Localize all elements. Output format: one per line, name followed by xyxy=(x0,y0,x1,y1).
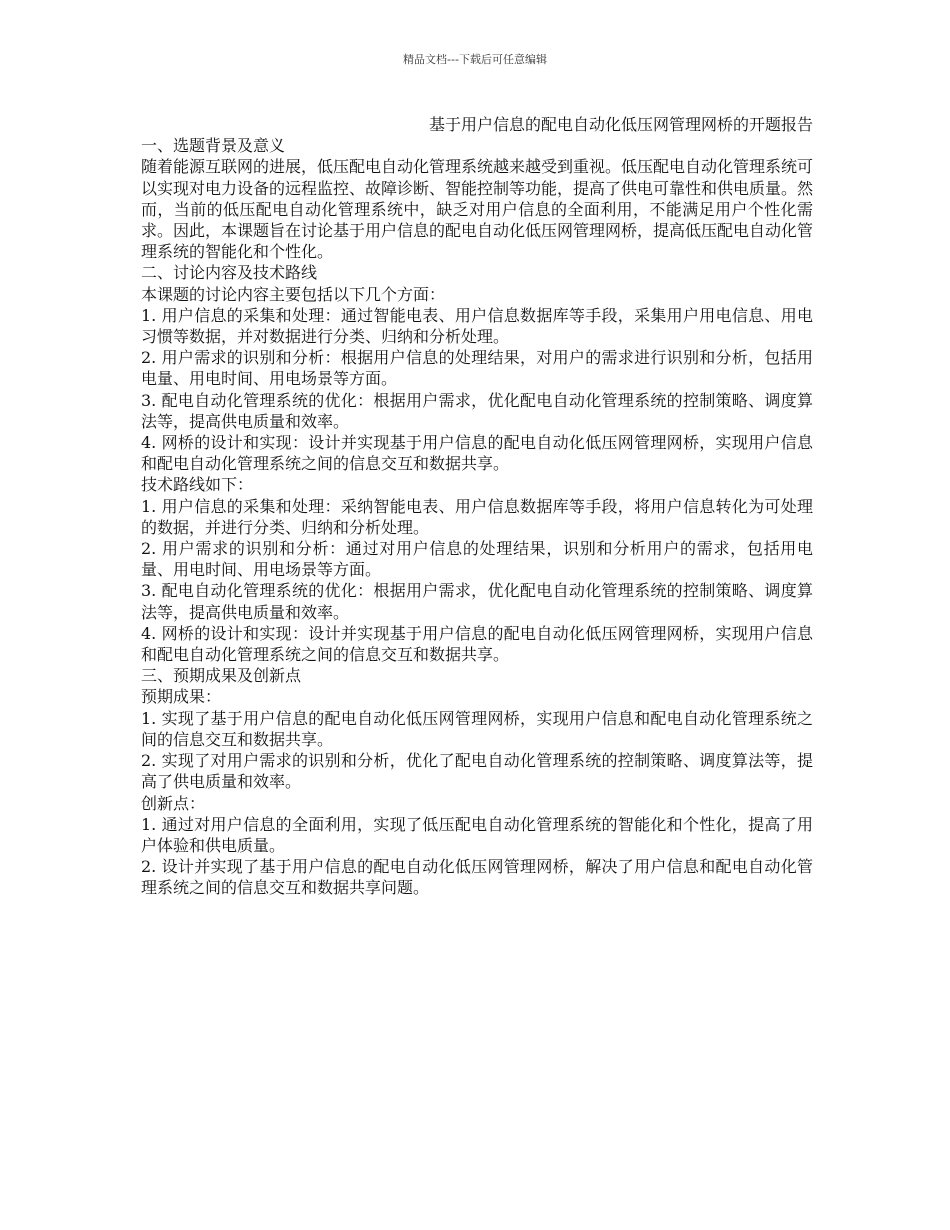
paragraph-innovation-intro: 创新点： xyxy=(141,793,206,813)
list-item-content-1: 1. 用户信息的采集和处理：通过智能电表、用户信息数据库等手段，采集用户用电信息、用电习惯等数据，并对数据进行分类、归纳和分析处理。 xyxy=(141,305,813,347)
page-header: 精品文档---下载后可任意编辑 xyxy=(403,53,547,66)
paragraph-route-intro: 技术路线如下： xyxy=(141,475,254,495)
list-item-content-2: 2. 用户需求的识别和分析：根据用户信息的处理结果，对用户的需求进行识别和分析，包括用电量、用电时间、用电场景等方面。 xyxy=(141,348,813,389)
paragraph-background: 随着能源互联网的进展，低压配电自动化管理系统越来越受到重视。低压配电自动化管理系统可以实现对电力设备的远程监控、故障诊断、智能控制等功能，提高了供电可靠性和供电质量。然而，当前的低压配电自动化管理系统中，缺乏对用户信息的全面利用，不能满足用户个性化需求。因此，本课题旨在讨论基于用户信息的配电自动化低压网管理网桥，提高低压配电自动化管理系统的智能化和个性化。 xyxy=(141,157,814,262)
list-item-innovation-1: 1. 通过对用户信息的全面利用，实现了低压配电自动化管理系统的智能化和个性化，提高了用户体验和供电质量。 xyxy=(141,814,813,855)
section-heading-3: 三、预期成果及创新点 xyxy=(141,666,302,686)
section-heading-1: 一、选题背景及意义 xyxy=(141,136,286,156)
document-title: 基于用户信息的配电自动化低压网管理网桥的开题报告 xyxy=(428,115,813,134)
paragraph-results-intro: 预期成果： xyxy=(141,687,222,707)
list-item-route-4: 4. 网桥的设计和实现：设计并实现基于用户信息的配电自动化低压网管理网桥，实现用户信息和配电自动化管理系统之间的信息交互和数据共享。 xyxy=(141,623,813,665)
list-item-route-2: 2. 用户需求的识别和分析：通过对用户信息的处理结果，识别和分析用户的需求，包括用电量、用电时间、用电场景等方面。 xyxy=(141,539,813,580)
section-heading-2: 二、讨论内容及技术路线 xyxy=(141,263,318,283)
list-item-content-4: 4. 网桥的设计和实现：设计并实现基于用户信息的配电自动化低压网管理网桥，实现用户信息和配电自动化管理系统之间的信息交互和数据共享。 xyxy=(141,433,813,474)
list-item-result-1: 1. 实现了基于用户信息的配电自动化低压网管理网桥，实现用户信息和配电自动化管理系统之间的信息交互和数据共享。 xyxy=(141,708,813,749)
list-item-route-1: 1. 用户信息的采集和处理：采纳智能电表、用户信息数据库等手段，将用户信息转化为可处理的数据，并进行分类、归纳和分析处理。 xyxy=(141,496,813,537)
document-body xyxy=(141,114,813,899)
list-item-content-3: 3. 配电自动化管理系统的优化：根据用户需求，优化配电自动化管理系统的控制策略、调度算法等，提高供电质量和效率。 xyxy=(141,390,813,431)
list-item-route-3: 3. 配电自动化管理系统的优化：根据用户需求，优化配电自动化管理系统的控制策略、调度算法等，提高供电质量和效率。 xyxy=(141,581,813,622)
list-item-innovation-2: 2. 设计并实现了基于用户信息的配电自动化低压网管理网桥，解决了用户信息和配电自动化管理系统之间的信息交互和数据共享问题。 xyxy=(141,857,813,898)
list-item-result-2: 2. 实现了对用户需求的识别和分析，优化了配电自动化管理系统的控制策略、调度算法等，提高了供电质量和效率。 xyxy=(141,751,813,792)
paragraph-content-intro: 本课题的讨论内容主要包括以下几个方面： xyxy=(141,284,446,304)
